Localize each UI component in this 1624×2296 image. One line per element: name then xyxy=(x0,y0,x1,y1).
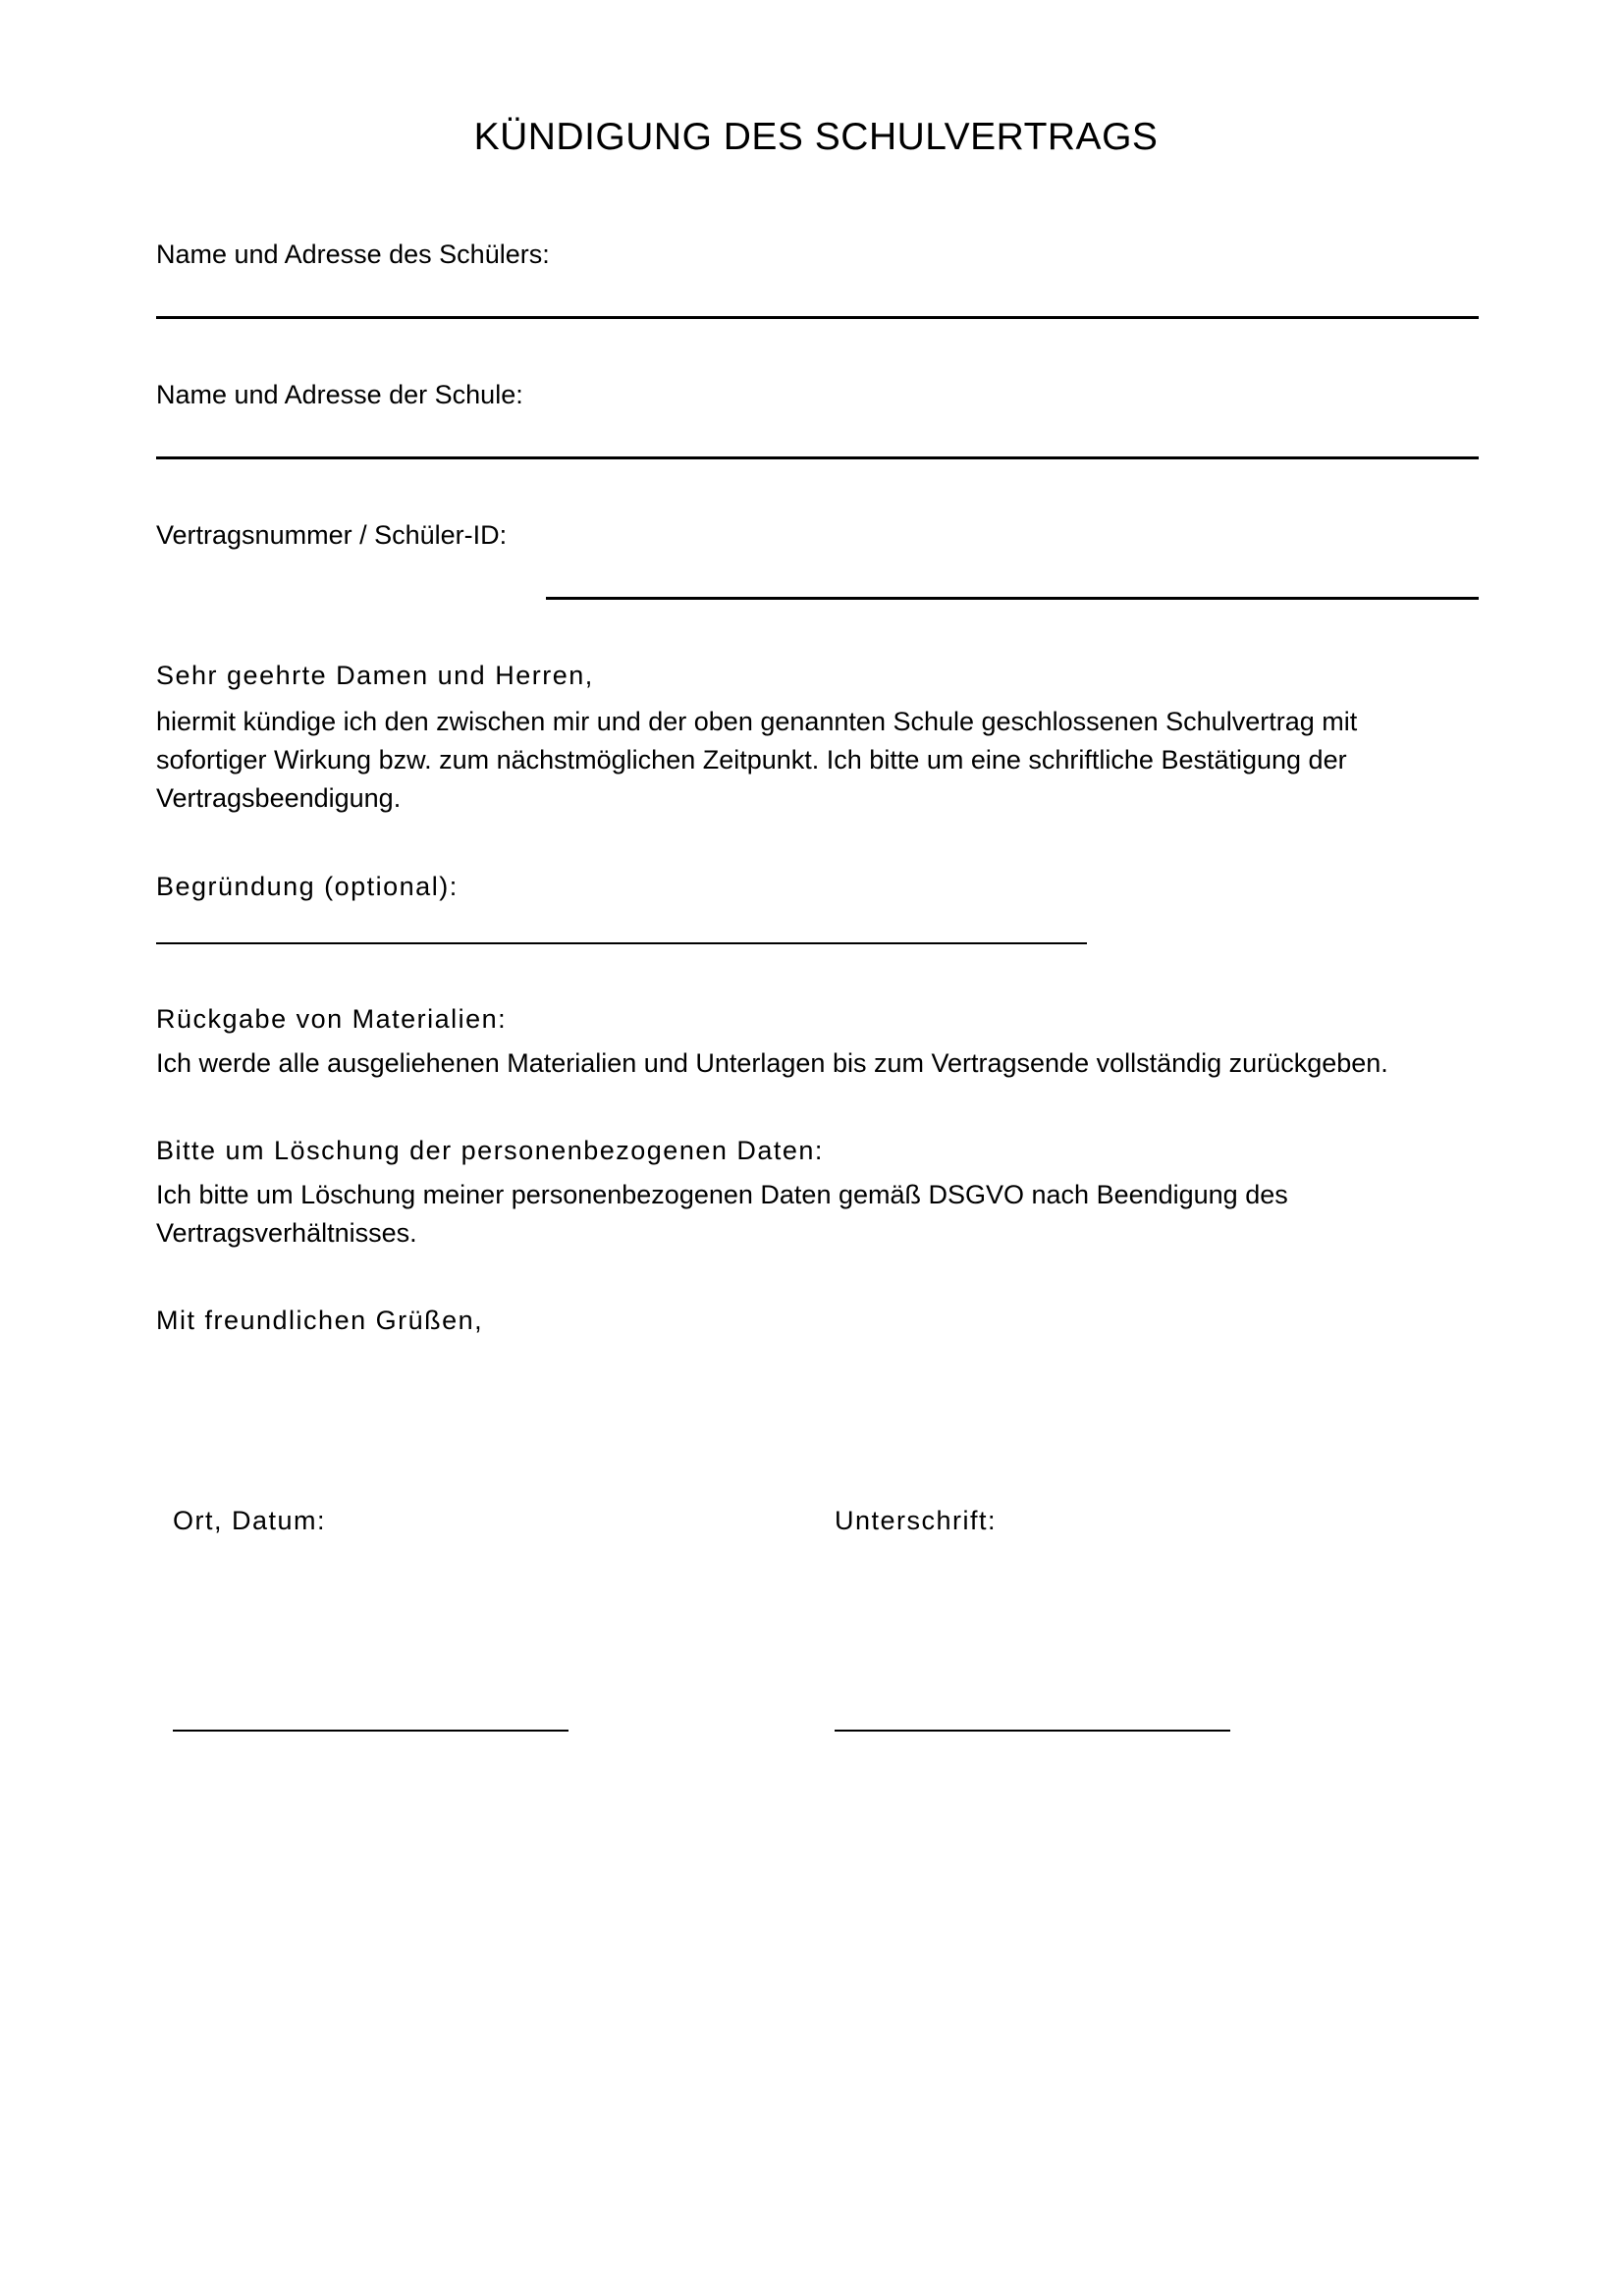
salutation: Sehr geehrte Damen und Herren, xyxy=(156,661,594,690)
student-name-address-line xyxy=(156,316,1479,319)
contract-number-label: Vertragsnummer / Schüler-ID: xyxy=(156,520,508,550)
reason-label: Begründung (optional): xyxy=(156,872,459,901)
materials-heading: Rückgabe von Materialien: xyxy=(156,1004,508,1034)
contract-number-line xyxy=(546,597,1479,600)
termination-paragraph xyxy=(156,703,1531,818)
signature-line xyxy=(835,1730,1230,1732)
termination-line-2: sofortiger Wirkung bzw. zum nächstmöglichen Zeitpunkt. Ich bitte um eine schriftliche Bestätigung der xyxy=(156,745,1347,774)
student-name-address-label: Name und Adresse des Schülers: xyxy=(156,240,550,269)
data-deletion-line-1: Ich bitte um Löschung meiner personenbezogenen Daten gemäß DSGVO nach Beendigung des xyxy=(156,1180,1288,1209)
place-date-label: Ort, Datum: xyxy=(173,1506,327,1535)
termination-line-3: Vertragsbeendigung. xyxy=(156,783,402,813)
data-deletion-line-2: Vertragsverhältnisses. xyxy=(156,1218,417,1248)
signature-label: Unterschrift: xyxy=(835,1506,998,1535)
closing: Mit freundlichen Grüßen, xyxy=(156,1306,484,1335)
data-deletion-heading: Bitte um Löschung der personenbezogenen Daten: xyxy=(156,1136,824,1165)
reason-line xyxy=(156,942,1087,944)
termination-line-1: hiermit kündige ich den zwischen mir und der oben genannten Schule geschlossenen Schulvertrag mit xyxy=(156,707,1358,736)
place-date-line xyxy=(173,1730,568,1732)
school-name-address-label: Name und Adresse der Schule: xyxy=(156,380,523,409)
data-deletion-paragraph xyxy=(156,1176,1531,1253)
materials-text: Ich werde alle ausgeliehenen Materialien und Unterlagen bis zum Vertragsende vollständig zurückgeben. xyxy=(156,1048,1388,1078)
school-name-address-line xyxy=(156,456,1479,459)
document-title: KÜNDIGUNG DES SCHULVERTRAGS xyxy=(473,116,1159,158)
